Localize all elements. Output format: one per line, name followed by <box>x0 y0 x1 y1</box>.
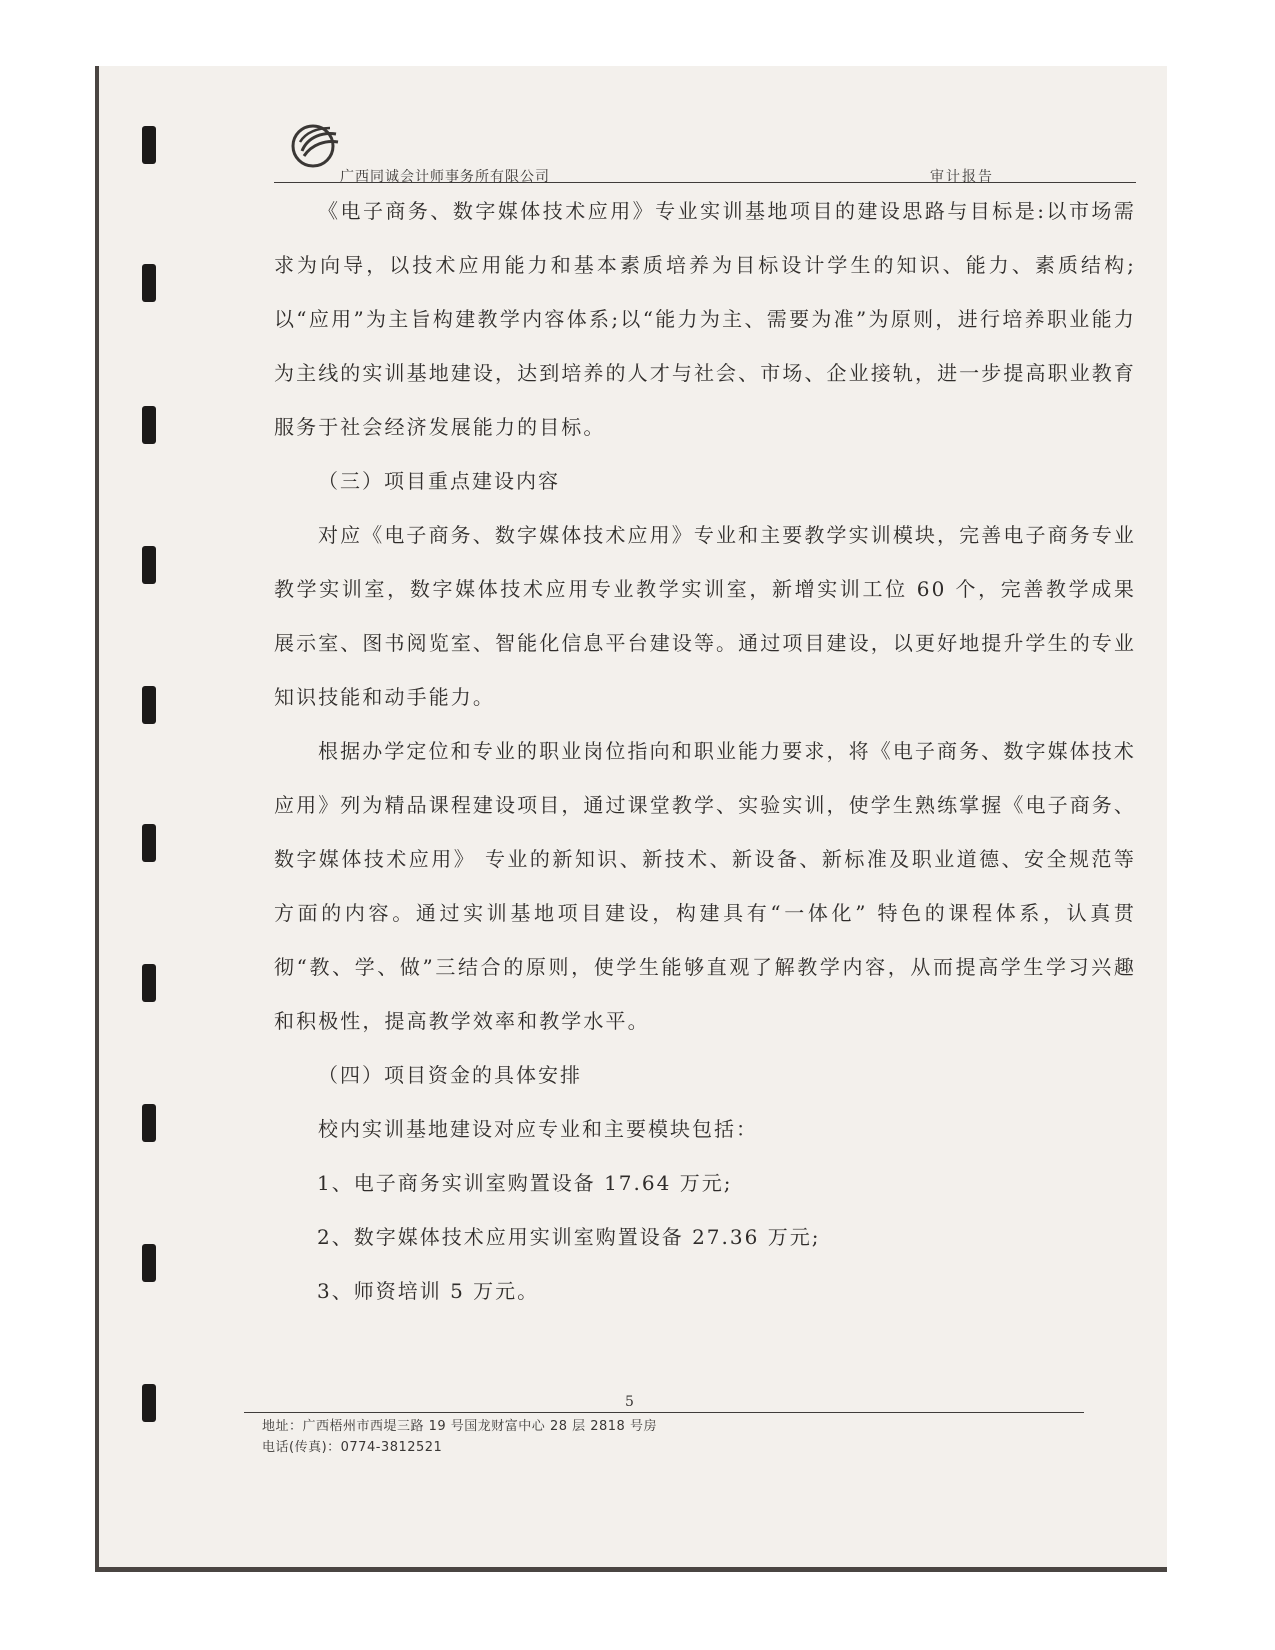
footer-address: 地址：广西梧州市西堤三路 19 号国龙财富中心 28 层 2818 号房 <box>262 1419 657 1434</box>
paragraph-key-content: 对应《电子商务、数字媒体技术应用》专业和主要教学实训模块，完善电子商务专业教学实训室，数字媒体技术应用专业教学实训室，新增实训工位 60 个，完善教学成果展示室、图书阅览室、智能化信息平台建设等。通过项目建设，以更好地提升学生的专业知识技能和动手能力。 <box>274 523 1136 709</box>
document-page <box>95 66 1167 1572</box>
binding-hole <box>142 546 156 584</box>
binding-hole <box>142 1104 156 1142</box>
page-body <box>274 184 1136 1318</box>
paragraph-course-building: 根据办学定位和专业的职业岗位指向和职业能力要求，将《电子商务、数字媒体技术应用》列为精品课程建设项目，通过课堂教学、实验实训，使学生熟练掌握《电子商务、数字媒体技术应用》 专业的新知识、新技术、新设备、新标准及职业道德、安全规范等方面的内容。通过实训基地项目建设，构建具有“一体化” 特色的课程体系，认真贯彻“教、学、做”三结合的原则，使学生能够直观了解教学内容，从而提高学生学习兴趣和积极性，提高教学效率和教学水平。 <box>274 739 1136 1033</box>
binding-hole <box>142 824 156 862</box>
binding-hole <box>142 406 156 444</box>
paragraph-modules-intro: 校内实训基地建设对应专业和主要模块包括： <box>318 1117 758 1141</box>
firm-name: 广西同诚会计师事务所有限公司 <box>340 169 550 185</box>
section-heading-4: （四）项目资金的具体安排 <box>318 1063 582 1087</box>
page-header <box>274 118 1084 185</box>
list-item: 2、数字媒体技术应用实训室购置设备 27.36 万元; <box>317 1225 821 1249</box>
section-heading-3: （三）项目重点建设内容 <box>318 469 560 493</box>
binding-hole <box>142 1384 156 1422</box>
report-label: 审计报告 <box>930 169 994 185</box>
paragraph-construction-goals: 《电子商务、数字媒体技术应用》专业实训基地项目的建设思路与目标是:以市场需求为向导，以技术应用能力和基本素质培养为目标设计学生的知识、能力、素质结构;以“应用”为主旨构建教学内容体系;以“能力为主、需要为准”为原则，进行培养职业能力为主线的实训基地建设，达到培养的人才与社会、市场、企业接轨，进一步提高职业教育服务于社会经济发展能力的目标。 <box>274 199 1136 439</box>
page-number: 5 <box>625 1394 634 1410</box>
list-item: 3、师资培训 5 万元。 <box>317 1279 540 1303</box>
binding-hole <box>142 264 156 302</box>
firm-logo-icon <box>288 118 342 172</box>
binding-hole <box>142 686 156 724</box>
page-footer <box>262 1416 657 1458</box>
footer-divider <box>244 1412 1084 1413</box>
header-divider <box>274 182 1136 183</box>
footer-phone: 电话(传真)：0774-3812521 <box>262 1440 443 1455</box>
binding-hole <box>142 126 156 164</box>
binding-hole <box>142 1244 156 1282</box>
list-item: 1、电子商务实训室购置设备 17.64 万元; <box>317 1171 733 1195</box>
binding-hole <box>142 964 156 1002</box>
